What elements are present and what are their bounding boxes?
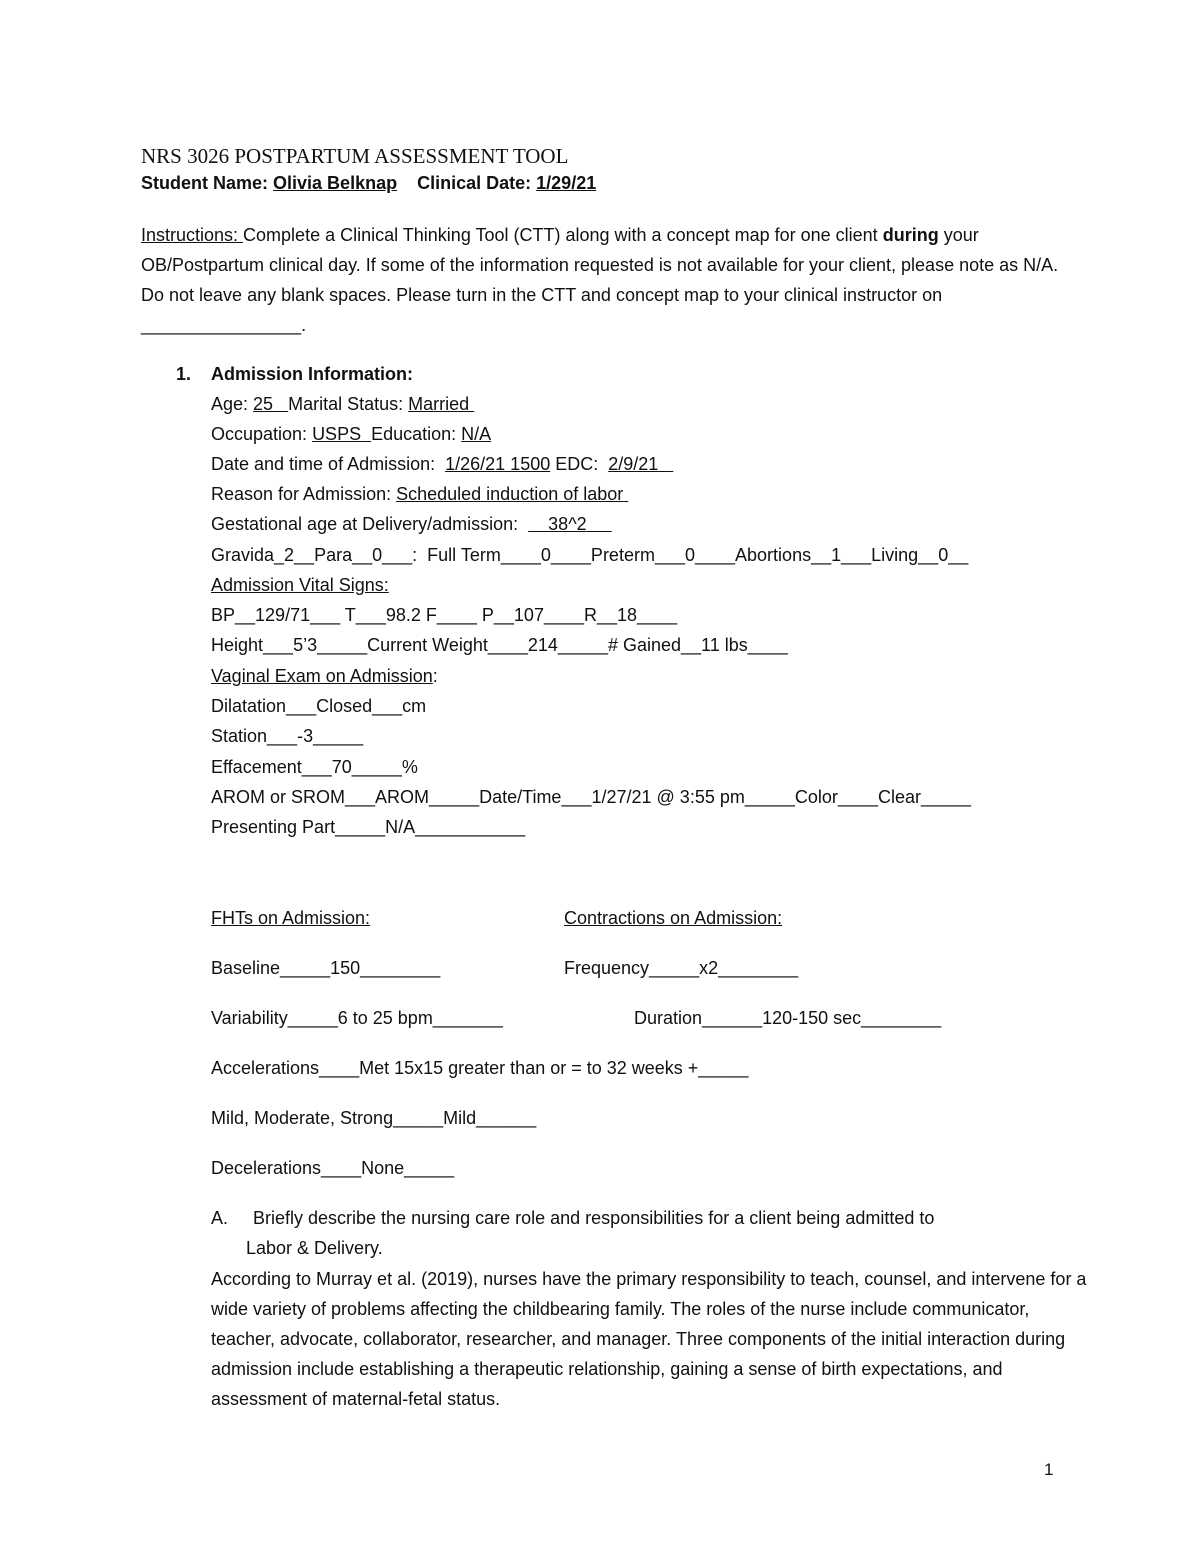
section-1-title: Admission Information: xyxy=(211,364,413,384)
occupation-label: Occupation: xyxy=(211,424,313,444)
education-value: N/A xyxy=(461,424,492,444)
question-a-line-2: Labor & Delivery. xyxy=(246,1238,383,1258)
document-title: NRS 3026 POSTPARTUM ASSESSMENT TOOL xyxy=(141,144,569,168)
instructions-label: Instructions: xyxy=(141,225,244,245)
presenting-part-line: Presenting Part_____N/A___________ xyxy=(211,817,526,837)
variability-line: Variability_____6 to 25 bpm_______ xyxy=(211,1008,503,1028)
education-label: Education: xyxy=(371,424,462,444)
vaginal-exam-heading: Vaginal Exam on Admission xyxy=(211,666,433,686)
gestational-age-label: Gestational age at Delivery/admission: xyxy=(211,514,529,534)
arom-line: AROM or SROM___AROM_____Date/Time___1/27/21 @ 3:55 pm_____Color____Clear_____ xyxy=(211,787,972,807)
vaginal-exam-heading-line xyxy=(211,661,438,691)
admission-date-label: Date and time of Admission: xyxy=(211,454,446,474)
height-weight-line: Height___5’3_____Current Weight____214_____# Gained__11 lbs____ xyxy=(211,635,788,655)
effacement-line: Effacement___70_____% xyxy=(211,757,418,777)
dilatation-line: Dilatation___Closed___cm xyxy=(211,696,427,716)
station-line: Station___-3_____ xyxy=(211,726,364,746)
intensity-line: Mild, Moderate, Strong_____Mild______ xyxy=(211,1108,537,1128)
clinical-date-label: Clinical Date: xyxy=(417,173,532,193)
baseline-line: Baseline_____150________ xyxy=(211,958,441,978)
instructions-text-1: Complete a Clinical Thinking Tool (CTT) along with a concept map for one client xyxy=(243,225,883,245)
admission-date-value: 1/26/21 1500 xyxy=(445,454,551,474)
page-number: 1 xyxy=(1044,1460,1054,1479)
accelerations-line: Accelerations____Met 15x15 greater than or = to 32 weeks +_____ xyxy=(211,1058,749,1078)
marital-label: Marital Status: xyxy=(288,394,409,414)
vaginal-exam-colon: : xyxy=(432,666,438,686)
gestational-age-value: 38^2 xyxy=(548,514,587,534)
student-info-line xyxy=(141,168,596,198)
student-name-label: Student Name: xyxy=(141,173,269,193)
clinical-date-value: 1/29/21 xyxy=(536,173,597,193)
reason-label: Reason for Admission: xyxy=(211,484,397,504)
age-label: Age: xyxy=(211,394,254,414)
reason-line xyxy=(211,479,628,509)
vitals-line: BP__129/71___ T___98.2 F____ P__107____R__18____ xyxy=(211,605,678,625)
fht-heading: FHTs on Admission: xyxy=(211,908,371,928)
duration-line: Duration______120-150 sec________ xyxy=(634,1008,942,1028)
admission-date-line xyxy=(211,449,673,479)
marital-value: Married xyxy=(408,394,470,414)
section-1-number: 1. xyxy=(176,364,192,384)
occupation-education-line xyxy=(211,419,491,449)
age-value: 25 xyxy=(253,394,274,414)
contractions-heading: Contractions on Admission: xyxy=(564,908,783,928)
edc-value: 2/9/21 xyxy=(608,454,659,474)
gestational-age-line xyxy=(211,509,612,539)
instructions-paragraph xyxy=(141,220,1081,340)
occupation-value: USPS xyxy=(312,424,362,444)
instructions-bold-word: during xyxy=(882,225,939,245)
vitals-heading: Admission Vital Signs: xyxy=(211,575,389,595)
question-a-letter: A. xyxy=(211,1208,229,1228)
edc-label: EDC: xyxy=(550,454,609,474)
instructions-text-2: your OB/Postpartum clinical day. If some of the information requested is not available for your client, please note as N/A. Do not leave any blank spaces. Please turn in the CTT and concept map to your clinical instructor on ________________. xyxy=(141,225,1059,335)
reason-value: Scheduled induction of labor xyxy=(396,484,624,504)
age-marital-line xyxy=(211,389,474,419)
question-a-answer: According to Murray et al. (2019), nurses have the primary responsibility to teach, counsel, and intervene for a wide variety of problems affecting the childbearing family. The roles of the nurse include communicator, teacher, advocate, collaborator, researcher, and manager. Three components of the initial interaction during admission include establishing a therapeutic relationship, gaining a sense of birth expectations, and assessment of maternal-fetal status. xyxy=(211,1269,1087,1409)
frequency-line: Frequency_____x2________ xyxy=(564,958,799,978)
decelerations-line: Decelerations____None_____ xyxy=(211,1158,455,1178)
gravida-para-line: Gravida_2__Para__0___: Full Term____0____Preterm___0____Abortions__1___Living__0__ xyxy=(211,545,969,565)
student-name-value: Olivia Belknap xyxy=(273,173,398,193)
question-a-line-1: Briefly describe the nursing care role and responsibilities for a client being admitted to xyxy=(253,1208,935,1228)
